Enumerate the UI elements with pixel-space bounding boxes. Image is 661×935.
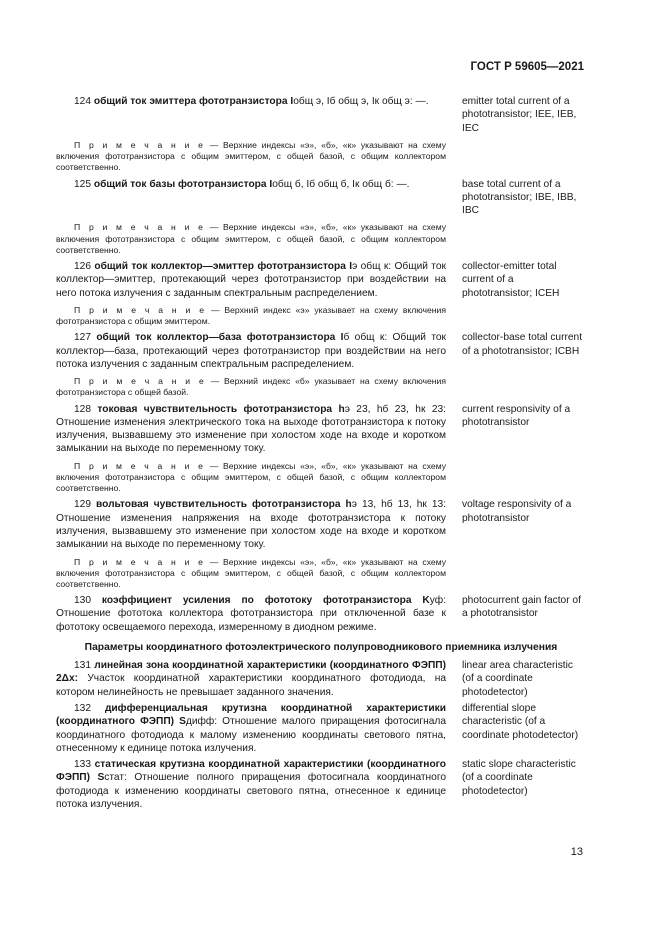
term-name: статическая крутизна координатной характеристики (координатного ФЭПП) S <box>56 759 446 784</box>
term-definition: стат: Отношение полного приращения фотосигнала координатного фотодиода к изменению координаты светового пятна, отнесенное к единице потока излучения. <box>56 772 446 811</box>
term-entry <box>56 594 586 634</box>
term-en: photocurrent gain factor of a phototransistor <box>462 595 581 620</box>
term-definition: э 13, hб 13, hк 13: Отношение изменения напряжения на входе фототранзистора к потоку излучения, вызвавшему это изменение при холостом ходе на входе и коротком замыкании на выходе по переменному току. <box>56 499 446 551</box>
term-definition: э общ к: Общий ток коллектор—эмиттер, протекающий через фототранзистор при воздействии на него потока излучения с заданным спектральным распределением. <box>56 261 446 299</box>
term-name: общий ток эмиттера фототранзистора I <box>93 96 294 107</box>
term-en: static slope characteristic (of a coordinate photodetector) <box>462 759 576 797</box>
note-text: — Верхний индекс «б» указывает на схему включения фототранзистора с общей базой. <box>56 376 446 398</box>
term-ru <box>56 260 446 300</box>
term-entry <box>56 403 586 456</box>
term-entry <box>56 758 586 811</box>
term-ru <box>56 331 446 371</box>
page-number: 13 <box>570 846 583 858</box>
term-number: 130 <box>74 595 91 607</box>
term-name: линейная зона координатной характеристики (координатного ФЭПП) 2Δx: <box>56 660 446 685</box>
term-entry <box>56 498 586 551</box>
term-number: 131 <box>74 660 91 672</box>
term-number: 127 <box>74 332 91 344</box>
term-entry <box>56 178 586 218</box>
note-label: П р и м е ч а н и е <box>74 222 205 233</box>
note-text: — Верхние индексы «э», «б», «к» указывают на схему включения фототранзистора с общим эмиттером, с общей базой, с общим коллектором соответственно. <box>56 556 446 589</box>
term-definition: э 23, hб 23, hк 23: Отношение изменения электрического тока на выходе фототранзистора к потоку излучения, вызвавшему это изменение при холостом ходе на входе и коротком замыкании на выходе по переменному току. <box>56 403 446 455</box>
term-definition: общ б, Iб общ б, Iк общ б: —. <box>272 178 410 190</box>
term-en: base total current of a phototransistor; IBE, IBB, IBC <box>462 178 577 217</box>
term-note <box>56 305 446 327</box>
term-name: общий ток коллектор—эмиттер фототранзистора I <box>94 261 353 272</box>
note-text: — Верхние индексы «э», «б», «к» указывают на схему включения фототранзистора с общим эмиттером, с общей базой, с общим коллектором соответственно. <box>56 460 446 494</box>
term-number: 129 <box>74 499 91 511</box>
term-number: 125 <box>74 178 91 190</box>
term-en: emitter total current of a phototransistor; IEE, IEB, IEC <box>462 96 577 134</box>
term-note <box>56 557 446 591</box>
term-entry <box>56 260 586 300</box>
term-name: токовая чувствительность фототранзистора h <box>97 403 345 415</box>
note-text: — Верхние индексы «э», «б», «к» указывают на схему включения фототранзистора с общим эмиттером, с общей базой, с общим коллектором соответственно. <box>56 139 446 173</box>
term-note <box>56 461 446 495</box>
note-label: П р и м е ч а н и е <box>74 376 206 387</box>
term-name: общий ток коллектор—база фототранзистора I <box>96 332 344 344</box>
term-number: 124 <box>74 96 91 107</box>
term-en: differential slope characteristic (of a coordinate photodetector) <box>462 702 579 741</box>
term-definition: Участок координатной характеристики координатного фотодиода, на котором нелинейность не превышает заданного значения. <box>56 673 446 698</box>
term-definition: дифф: Отношение малого приращения фотосигнала координатного фотодиода к малому изменению координаты светового пятна, отнесенному к единице потока излучения. <box>56 716 446 754</box>
term-ru <box>56 178 446 218</box>
term-en: collector-base total current of a phototransistor; ICBH <box>462 332 583 357</box>
term-number: 133 <box>74 759 91 771</box>
term-number: 132 <box>74 702 91 714</box>
term-entry <box>56 331 586 371</box>
term-en: linear area characteristic (of a coordinate photodetector) <box>462 660 573 698</box>
note-label: П р и м е ч а н и е <box>74 556 205 567</box>
section-title: Параметры координатного фотоэлектрического полупроводникового приемника излучения <box>84 642 558 654</box>
note-label: П р и м е ч а н и е <box>74 460 205 471</box>
term-name: дифференциальная крутизна координатной характеристики (координатного ФЭПП) S <box>56 702 446 728</box>
term-note <box>56 140 446 174</box>
term-name: общий ток базы фототранзистора I <box>93 178 273 190</box>
term-ru <box>56 702 446 755</box>
term-note <box>56 376 446 398</box>
term-ru <box>56 498 446 551</box>
note-label: П р и м е ч а н и е <box>74 304 207 315</box>
note-label: П р и м е ч а н и е <box>74 139 205 150</box>
term-entry <box>56 95 586 135</box>
term-note <box>56 222 446 256</box>
page-content <box>56 95 586 811</box>
term-definition: уф: Отношение фототока коллектора фототранзистора при отключенной базе к фототоку освещаемого перехода, измеренному в диодном режиме. <box>56 595 446 633</box>
term-en: voltage responsivity of a phototransistor <box>462 499 572 524</box>
term-ru <box>56 594 446 634</box>
term-number: 128 <box>74 403 91 415</box>
term-ru <box>56 758 446 811</box>
note-text: — Верхние индексы «э», «б», «к» указывают на схему включения фототранзистора с общим эмиттером, с общей базой, с общим коллектором соответственно. <box>56 222 446 255</box>
term-ru <box>56 659 446 699</box>
term-number: 126 <box>74 261 91 272</box>
term-definition: общ э, Iб общ э, Iк общ э: —. <box>293 96 429 107</box>
term-name: вольтовая чувствительность фототранзистора h <box>95 499 352 511</box>
term-entry <box>56 702 586 755</box>
term-ru <box>56 95 446 135</box>
document-code: ГОСТ Р 59605—2021 <box>470 61 584 73</box>
term-name: коэффициент усиления по фототоку фототранзистора K <box>101 595 430 607</box>
term-ru <box>56 403 446 456</box>
term-en: collector-emitter total current of a phototransistor; ICEH <box>462 261 560 299</box>
term-definition: б общ к: Общий ток коллектор—база, протекающий через фототранзистор при воздействии на него потока излучения с заданным спектральным распределением. <box>56 332 446 370</box>
term-entry <box>56 659 586 699</box>
term-en: current responsivity of a phototransistor <box>462 403 571 428</box>
note-text: — Верхний индекс «э» указывает на схему включения фототранзистора с общим эмиттером. <box>56 304 447 327</box>
